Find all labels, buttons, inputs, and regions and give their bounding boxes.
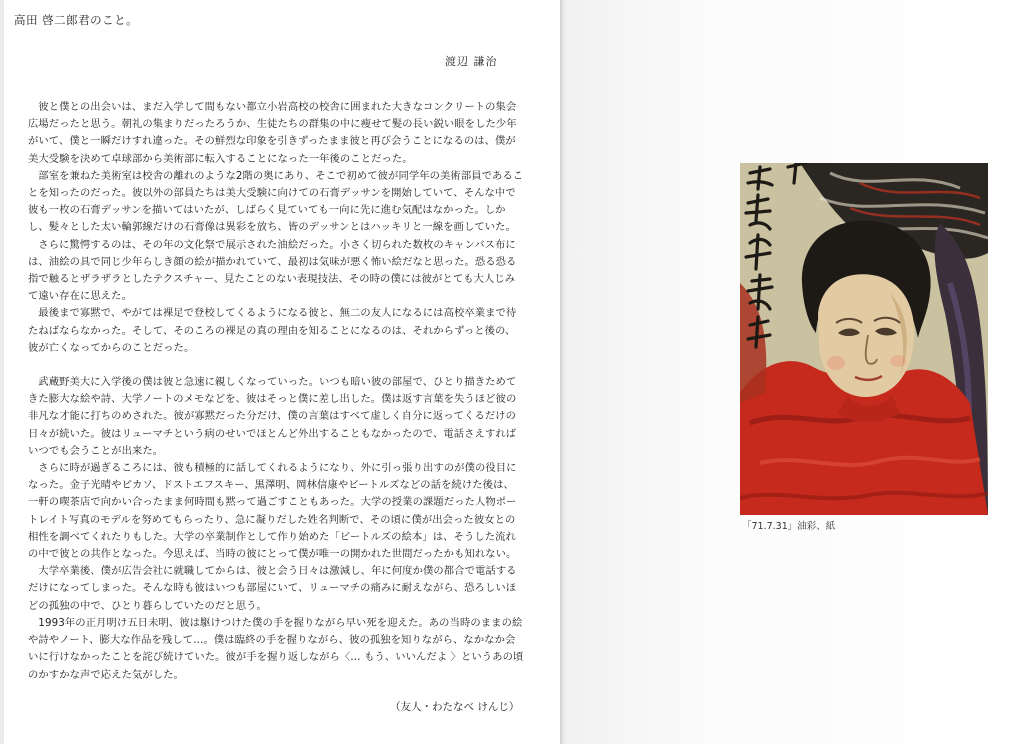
portrait-painting: [740, 163, 988, 515]
paragraph: さらに時が過ぎるころには、彼も積極的に話してくれるようになり、外に引っ張り出すのが僕の役目になった。金子光晴やピカソ、ドストエフスキー、黒澤明、岡林信康やビートルズなどの話を続けた後は、一軒の喫茶店で向かい合ったまま何時間も黙って過ごすこともあった。大学の授業の課題だった人物ポートレイト写真のモデルを努めてもらったり、急に凝りだした姓名判断で、その頃に僕が出会った彼女との相性を調べてくれたりもした。大学の卒業制作として作り始めた「ビートルズの絵本」は、そうした流れの中で彼との共作となった。今思えば、当時の彼にとって僕が唯一の開かれた世間だったかも知れない。: [28, 462, 517, 561]
left-page: [4, 0, 560, 744]
signature: （友人・わたなべ けんじ）: [390, 701, 520, 713]
portrait-painting-artwork: [740, 163, 988, 515]
paragraph: 1993年の正月明け五日未明、彼は駆けつけた僕の手を握りながら早い死を迎えた。あの当時のままの絵や詩やノート、膨大な作品を残して…。僕は臨終の手を握りながら、彼の孤独を知りながら、なかなか会いに行けなかったことを詫び続けていた。彼が手を握り返しながら〈… もう、いいんだよ 〉というあの頃のかすかな声で応えた気がした。: [28, 616, 524, 681]
paragraph: さらに驚愕するのは、その年の文化祭で展示された油絵だった。小さく切られた数枚のキャンバス布には、油絵の具で同じ少年らしき顔の絵が描かれていて、最初は気味が悪く怖い絵だなと思った。恐る恐る指で触るとザラザラとしたテクスチャー、見たことのない表現技法、その時の僕には彼がとても大人じみて遠い存在に思えた。: [28, 238, 517, 303]
paragraph: 武蔵野美大に入学後の僕は彼と急速に親しくなっていった。いつも暗い彼の部屋で、ひとり描きためてきた膨大な絵や詩、大学ノートのメモなどを、彼はそっと僕に差し出した。僕は返す言葉を失うほど彼の非凡な才能に打ちのめされた。彼が寡黙だった分だけ、僕の言葉はすべて虚しく自分に返ってくるだけの日々が続いた。彼はリューマチという病のせいでほとんど外出することもなかったので、電話さえすればいつでも会うことが出来た。: [28, 376, 517, 457]
paragraph: 大学卒業後、僕が広告会社に就職してからは、彼と会う日々は激減し、年に何度か僕の都合で電話するだけになってしまった。そんな時も彼はいつも部屋にいて、リューマチの痛みに耐えながら、恐ろしいほどの孤独の中で、ひとり暮らしていたのだと思う。: [28, 565, 517, 612]
paragraph: 部室を兼ねた美術室は校舎の離れのような2階の奥にあり、そこで初めて彼が同学年の美術部員であることを知ったのだった。彼以外の部員たちは美大受験に向けての石膏デッサンを開始していて、そんな中で彼も一枚の石膏デッサンを描いてはいたが、しばらく見ていても一向に先に進む気配はなかった。しかし、髪々とした太い輪郭線だけの石膏像は異彩を放ち、皆のデッサンとはハッキリと一線を画していた。: [28, 169, 524, 234]
essay-title: 高田 啓二郎君のこと。: [14, 13, 139, 27]
paragraph: 彼と僕との出会いは、まだ入学して間もない都立小岩高校の校舎に囲まれた大きなコンクリートの集会広場だったと思う。朝礼の集まりだったろうか、生徒たちの群集の中に痩せて髪の長い鋭い眼をした少年がいて、僕と一瞬だけすれ違った。その鮮烈な印象を引きずったまま彼と再び会うことになるのは、僕が美大受験を決めて卓球部から美術部に転入することになった一年後のことだった。: [28, 101, 517, 165]
painting-caption: 「71.7.31」油彩、紙: [742, 521, 836, 532]
paragraph-gap: [28, 357, 524, 374]
book-gutter: [560, 0, 570, 744]
essay-body: [28, 99, 524, 684]
paragraph: 最後まで寡黙で、やがては裸足で登校してくるようになる彼と、無二の友人になるには高校卒業まで待たねばならなかった。そして、そのころの裸足の真の理由を知ることになるのは、それからずっと後の、彼が亡くなってからのことだった。: [28, 307, 517, 354]
essay-author: 渡辺 謙治: [445, 55, 498, 68]
